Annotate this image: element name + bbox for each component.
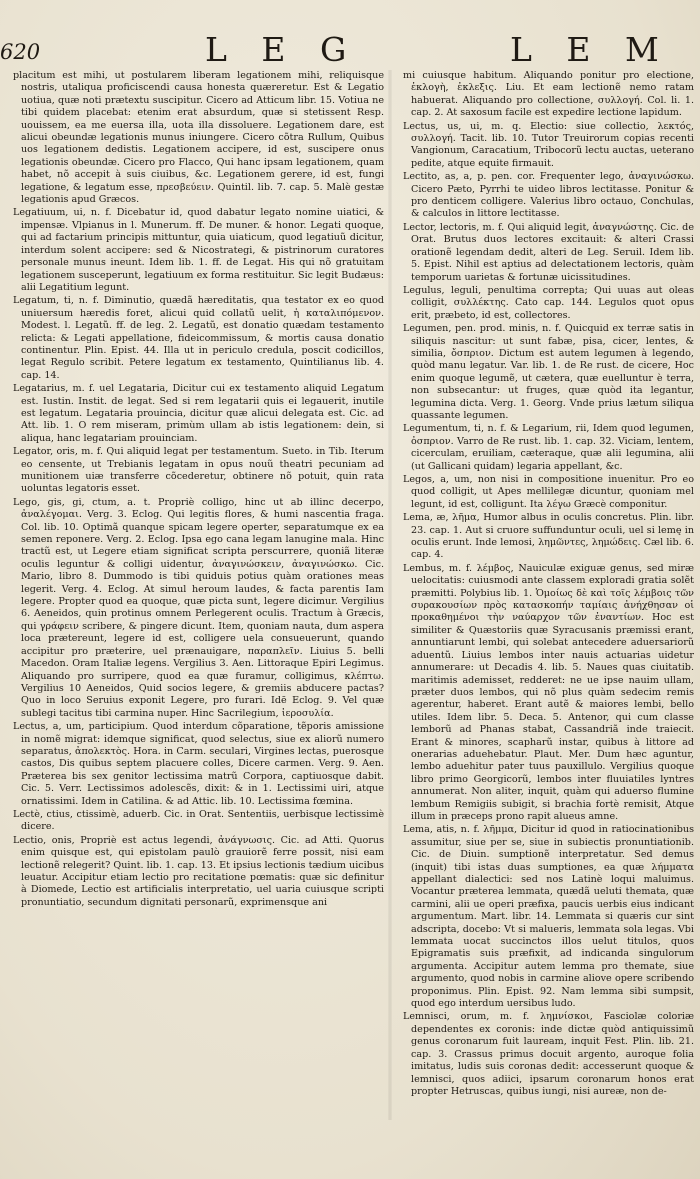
entry-lego: Lego, gis, gi, ctum, a. t. Propriè colligo, hinc ut ab illinc decerpo, ἀναλέγομαι. Verg. 3. Eclog. Qui legitis flores, & humi nascentia fraga. Col. lib. 10. Optimã quanque spicam legere operter, separatumque ex ea semen reponere. Verg. 2. Eclog. Ipsa ego cana legam lanugine mala. Hinc tractũ est, ut Legere etiam significat scripta perscurrere, quoniã literæ oculis leguntur & colligi uidentur, ἀναγινώσκειν, ἀναγινώσκω. Cic. Mario, libro 8. Dummodo is tibi quiduis potius quàm orationes meas legerit. Verg. 4. Eclog. At simul heroum laudes, & facta parentis Iam legere. Propter quod ea quoque, quæ picta sunt, legere dicimur. Vergilius 6. Aeneidos, quin protinus omnem Perlegerent oculis. Tractum à Græcis, qui γράφειν scribere, & pingere dicunt. Item, quoniam nauta, dum aspera loca prætereunt, legere id est, colligere uela consueuerunt, quando accipitur pro præterire, uel prænauigare, παραπλεῖν. Liuius 5. belli Macedon. Oram Italiæ legens. Vergilius 3. Aen. Littoraque Epiri Legimus. Aliquando pro surripere, quod ea quæ furamur, colligimus, κλέπτω. Vergilius 10 Aeneidos, Quid socios legere, & gremiis abducere pactas? Quo in loco Seruius exponit Legere, pro furari. Idē Eclog. 9. Vel quæ sublegi tacitus tibi carmina nuper. Hinc Sacrilegium, ἱεροσυλία.: [13, 496, 384, 719]
running-head-right: L E M: [510, 30, 671, 69]
entry-legatio: placitum est mihi, ut postularem liberam legationem mihi, reliquisque nostris, utaliqua proficiscendi causa honesta quæreretur. Est & Legatio uotiua, quæ noti prætextu suscipitur. Cicero ad Atticum libr. 15. Votiua ne tibi quidem placebat: etenim erat absurdum, quæ si stetissent Resp. uouissem, ea me euersa illa, uota illa dissoluere. Legationem dare, est alicui obeundæ legationis munus iniungere. Cicero cõtra Rullum, Quibus uos legationem dedistis. Legationem accipere, id est, suscipere onus legationis obeundæ. Cicero pro Flacco, Qui hanc ipsam legationem, quam habet, nõ accepit à suis ciuibus, &c. Legationem gerere, id est, fungi legatione, & legatum esse, πρεσβεύειν. Quintil. lib. 7. cap. 5. Malè gestæ legationis apud Græcos.: [13, 70, 384, 206]
page-number: 620: [0, 40, 41, 64]
entry-lema-humor: Lema, æ, λῆμα, Humor albus in oculis concretus. Plin. libr. 23. cap. 1. Aut si cruore suffunduntur oculi, uel si lemę in oculis erunt. Inde lemosi, λημῶντες, λημώδεις. Cæl lib. 6. cap. 4.: [403, 512, 694, 561]
entry-legumentum: Legumentum, ti, n. f. & Legarium, rii, Idem quod legumen, ὀσπριον. Varro de Re rust. lib. 1. cap. 32. Viciam, lentem, cicerculam, eruiliam, cæteraque, quæ alii legumina, alii (ut Gallicani quidam) legaria appellant, &c.: [403, 423, 694, 472]
left-column: [13, 70, 384, 910]
entry-lectio: Lectio, onis, Propriè est actus legendi, ἀνάγνωσις. Cic. ad Atti. Quorus enim quisque est, qui epistolam paulò grauiorẽ ferre possit, nisi eam lectionẽ relegerit? Quint. lib. 1. cap. 13. Et ipsius lectionis tædium uicibus leuatur. Accipitur etiam lectio pro recitatione pœmatis: quæ sic definitur à Diomede, Lectio est artificialis interpretatio, uel uaria cuiusque scripti pronuntiatio, secundum dignitati personarũ, exprimensque ani: [13, 834, 384, 908]
entry-lemma: Lema, atis, n. f. λῆμμα, Dicitur id quod in ratiocinationibus assumitur, siue per se, siue in subiectis pronuntiationib. Cic. de Diuin. sumptionẽ interpretatur. Sed demus (inquit) tibi istas duas sumptiones, ea quæ λήμματα appellant dialectici: sed nos Latinè loqui maluimus. Vocantur præterea lemmata, quædã ueluti themata, quæ carmini, alii ue operi præfixa, paucis uerbis eius indicant argumentum. Mart. libr. 14. Lemmata si quæris cur sint adscripta, docebo: Vt si malueris, lemmata sola legas. Vbi lemmata uocat succinctos illos uelut titulos, quos Epigramatis suis præfixit, ad indicanda singulorum argumenta. Accipitur autem lemma pro themate, siue argumento, quod nobis in carmine aliove opere scribendo proponimus. Plin. Epist. 92. Nam lemma sibi sumpsit, quod ego interdum uersibus ludo.: [403, 824, 694, 1010]
entry-legator: Legator, oris, m. f. Qui aliquid legat per testamentum. Sueto. in Tib. Iterum eo censente, ut Trebianis legatam in opus nouũ theatri pecuniam ad munitionem uiæ transferre cõcederetur, obtinere nõ potuit, quin rata uoluntas legatoris esset.: [13, 446, 384, 495]
entry-legos: Legos, a, um, non nisi in compositione inuenitur. Pro eo quod colligit, ut Apes mellilegæ dicuntur, quoniam mel legunt, id est, colligunt. Ita λέγω Græcè componitur.: [403, 474, 694, 510]
entry-lemnisci: Lemnisci, orum, m. f. λημνίσκοι, Fasciolæ coloriæ dependentes ex coronis: inde dictæ quòd antiquissimũ genus coronarum fuit lauream, inquit Fest. Plin. lib. 21. cap. 3. Crassus primus docuit argento, auroque folia imitatus, ludis suis coronas dedit: accesserunt quoque & lemnisci, quos adiici, ipsarum coronarum honos erat propter Hetruscas, quibus iungi, nisi aureæ, non de-: [403, 1011, 694, 1097]
entry-lecte: Lectè, ctius, ctissimè, aduerb. Cic. in Orat. Sententiis, uerbisque lectissimè dicere.: [13, 808, 384, 833]
entry-lectus-participium: Lectus, a, um, participium. Quod interdum cõparatione, tẽporis amissione in nomẽ migrat: idemque significat, quod selectus, siue ex aliorũ numero separatus, ἀπολεκτὸς. Hora. in Carm. seculari, Virgines lectas, puerosque castos, Dis quibus septem placuere colles, Dicere carmen. Verg. 9. Aen. Præterea bis sex genitor lectissima matrũ Corpora, captiuosque dabit. Cic. 5. Verr. Lectissimos adolescẽs, dixit: & in 1. Lectissimi uiri, atque ornatissimi. Idem in Catilina. & ad Attic. lib. 10. Lectissima fœmina.: [13, 721, 384, 807]
right-column: [403, 70, 694, 1099]
running-head-left: L E G: [205, 30, 359, 69]
entry-lectus-us: Lectus, us, ui, m. q. Electio: siue collectio, λεκτός, συλλογή. Tacit. lib. 10. Tutor Treuirorum copias recenti Vangionum, Caracatium, Tribocorũ lectu auctas, ueterano pedite, atque equite firmauit.: [403, 120, 694, 169]
entry-lectio-continued: mi cuiusque habitum. Aliquando ponitur pro electione, ἐκλογὴ, ἐκλεξις. Liu. Et eam lectionẽ nemo ratam habuerat. Aliquando pro collectione, συλλογή. Col. li. 1. cap. 2. At saxosum facile est expedire lectione lapidum.: [403, 70, 694, 119]
entry-legatarius: Legatarius, m. f. uel Legataria, Dicitur cui ex testamento aliquid Legatum est. Iustin. Instit. de legat. Sed si rem legatarii quis ei legauerit, inutile est legatum. Legataria prouincia, dicitur quæ alicui delegata est. Cic. ad Att. lib. 1. O rem miseram, primùm ullam ab istis legationem: dein, si aliqua, hanc legatariam prouinciam.: [13, 383, 384, 444]
column-gutter: [388, 70, 392, 1120]
entry-legatiuum: Legatiuum, ui, n. f. Dicebatur id, quod dabatur legato nomine uiatici, & impensæ. Vlpianus in l. Munerum. ff. De muner. & honor. Legati quoque, qui ad factarium principis mittuntur, quia uiaticum, quod legatiuũ dicitur, interdum solent accipere: sed & Nicostrategi, & pistrinorum curatores personale munus ineunt. Idem lib. 1. ff. de Legat. His qui nõ gratuitam legationem susceperunt, legatiuum ex forma restituitur. Sic legit Budæus: alii Legatitium legunt.: [13, 207, 384, 293]
entry-legulus: Legulus, leguli, penultima correpta; Qui uuas aut oleas colligit, συλλέκτης. Cato cap. 144. Legulos quot opus erit, præbeto, id est, collectores.: [403, 284, 694, 321]
entry-lectito: Lectito, as, a, p. pen. cor. Frequenter lego, ἀναγινώσκω. Cicero Pæto, Pyrrhi te uideo libros lectitasse. Ponitur & pro denticem colligere. Valerius libro octauo, Conchulas, & calculos in littore lectitasse.: [403, 171, 694, 220]
entry-lembus: Lembus, m. f. λέμβος, Nauiculæ exiguæ genus, sed miræ uelocitatis: cuiusmodi ante classem exploradi gratia solẽt præmitti. Polybius lib. 1. Ὁμοίως δὲ καὶ τοῖς λέμβοις τῶν συρακουσίων πρὸς κατασκοπήν ταμίαις ἀνήχθησαν οἱ προκαθημένοι τὴν ναύαρχον τῶν ἐναντίων. Hoc est similiter & Quæstoriis quæ Syracusanis præmissi erant, annuntiarunt lembi, qui solebat antecedere aduersariorũ aduentũ. Liuius lembos inter nauis actuarias uidetur annumerare: ut Decadis 4. lib. 5. Naues quas ciuitatib. maritimis ademisset, redderet: ne ue ipse nauim ullam, præter duos lembos, qui nõ plus quàm sedecim remis agerentur, haberet. Erant autẽ & maiores lembi, bello utiles. Idem libr. 5. Deca. 5. Antenor, qui cum classe lemborũ ad Phanas stabat, Cassandriã inde traiecit. Erant & minores, scapharũ instar, quibus à littore ad onerarias aduehebatur. Plaut. Mer. Dum hæc aguntur, lembo aduehitur pater tuus pauxillulo. Vergilius quoque libro primo Georgicorũ, lembos inter fluuiatiles lyntres annumerat. Non aliter, inquit, quàm qui aduerso flumine lembum Remigiis subigit, si brachia fortè remisit, Atque illum in præceps prono rapit alueus amne.: [403, 562, 694, 822]
entry-legumen: Legumen, pen. prod. minis, n. f. Quicquid ex terræ satis in siliquis nascitur: ut sunt fabæ, pisa, cicer, lentes, & similia, ὄσπριον. Dictum est autem legumen à legendo, quòd manu legatur. Var. lib. 1. de Re rust. de cicere, Hoc enim quoque legumẽ, ut cætera, quæ euelluntur è terra, non subsecantur: ut fruges, quæ quòd ita legantur, legumina dicta. Verg. 1. Georg. Vnde prius lætum siliqua quassante legumen.: [403, 323, 694, 421]
entry-legatum: Legatum, ti, n. f. Diminutio, quædã hæreditatis, qua testator ex eo quod uniuersum hæredis foret, alicui quid collatũ uelit, ἡ καταλιπόμενον. Modest. l. Legatũ. ff. de leg. 2. Legatũ, est donatio quædam testamento relicta: & Legati appellatione, fideicommissum, & mortis causa donatio continentur. Plin. Epist. 44. Illa ut in periculo credula, poscit codicillos, legat Regulo scribit. Petere legatum ex testamento, Quintilianus lib. 4. cap. 14.: [13, 295, 384, 381]
entry-lector: Lector, lectoris, m. f. Qui aliquid legit, ἀναγνώστης. Cic. de Orat. Brutus duos lectores excitauit: & alteri Crassi orationẽ legendam dedit, alteri de Leg. Seruil. Idem lib. 5. Epist. Nihil est aptius ad delectationem lectoris, quàm temporum uarietas & fortunæ uicissitudines.: [403, 221, 694, 283]
